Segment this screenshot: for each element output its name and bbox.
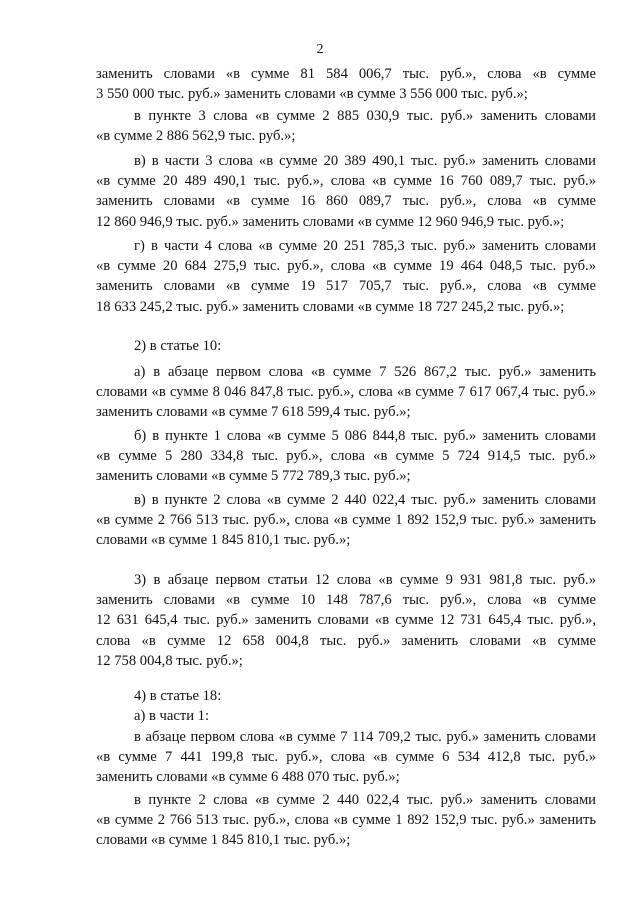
paragraph-8 xyxy=(96,490,596,551)
text-line: «в сумме 2 766 513 тыс. руб.», слова «в сумме 1 892 152,9 тыс. руб.» заменить xyxy=(96,812,596,829)
paragraph-7 xyxy=(96,426,596,487)
paragraph-11 xyxy=(96,706,596,726)
text-line: в) в части 3 слова «в сумме 20 389 490,1 тыс. руб.» заменить словами xyxy=(134,153,596,169)
text-line: «в сумме 2 886 562,9 тыс. руб.»; xyxy=(96,128,296,145)
paragraph-4 xyxy=(96,236,596,317)
text-line: «в сумме 20 489 490,1 тыс. руб.», слова «в сумме 16 760 089,7 тыс. руб.» xyxy=(96,173,596,190)
text-line: 2) в статье 10: xyxy=(134,338,222,354)
text-line: заменить словами «в сумме 5 772 789,3 тыс. руб.»; xyxy=(96,468,411,485)
text-line: г) в части 4 слова «в сумме 20 251 785,3 тыс. руб.» заменить словами xyxy=(134,238,596,254)
text-line: «в сумме 5 280 334,8 тыс. руб.», слова «в сумме 5 724 914,5 тыс. руб.» xyxy=(96,448,596,465)
paragraph-13 xyxy=(96,790,596,851)
text-line: слова «в сумме 12 658 004,8 тыс. руб.» заменить словами «в сумме xyxy=(96,632,596,649)
text-line: словами «в сумме 1 845 810,1 тыс. руб.»; xyxy=(96,832,351,849)
text-line: а) в абзаце первом слова «в сумме 7 526 867,2 тыс. руб.» заменить xyxy=(134,364,596,380)
text-line: «в сумме 7 441 199,8 тыс. руб.», слова «в сумме 6 534 412,8 тыс. руб.» xyxy=(96,749,596,766)
text-line: 3) в абзаце первом статьи 12 слова «в сумме 9 931 981,8 тыс. руб.» xyxy=(134,572,596,588)
text-line: в пункте 2 слова «в сумме 2 440 022,4 тыс. руб.» заменить словами xyxy=(134,792,596,808)
text-line: «в сумме 2 766 513 тыс. руб.», слова «в сумме 1 892 152,9 тыс. руб.» заменить xyxy=(96,512,596,529)
paragraph-6 xyxy=(96,362,596,423)
paragraph-1 xyxy=(96,64,596,104)
page-number: 2 xyxy=(316,42,324,57)
text-line: 3 550 000 тыс. руб.» заменить словами «в сумме 3 556 000 тыс. руб.»; xyxy=(96,86,528,103)
text-line: 12 631 645,4 тыс. руб.» заменить словами «в сумме 12 731 645,4 тыс. руб.», xyxy=(96,612,596,629)
text-line: заменить словами «в сумме 6 488 070 тыс. руб.»; xyxy=(96,769,400,786)
text-line: заменить словами «в сумме 19 517 705,7 тыс. руб.», слова «в сумме xyxy=(96,278,596,295)
text-line: 12 860 946,9 тыс. руб.» заменить словами «в сумме 12 960 946,9 тыс. руб.»; xyxy=(96,213,565,230)
paragraph-3 xyxy=(96,151,596,232)
text-line: заменить словами «в сумме 81 584 006,7 тыс. руб.», слова «в сумме xyxy=(96,66,596,82)
text-line: «в сумме 20 684 275,9 тыс. руб.», слова «в сумме 19 464 048,5 тыс. руб.» xyxy=(96,258,596,275)
paragraph-10 xyxy=(96,686,596,706)
text-line: 4) в статье 18: xyxy=(134,688,222,704)
text-line: словами «в сумме 1 845 810,1 тыс. руб.»; xyxy=(96,532,351,549)
paragraph-12 xyxy=(96,727,596,788)
text-line: заменить словами «в сумме 16 860 089,7 тыс. руб.», слова «в сумме xyxy=(96,193,596,210)
text-line: а) в части 1: xyxy=(134,708,210,724)
text-line: в пункте 3 слова «в сумме 2 885 030,9 тыс. руб.» заменить словами xyxy=(134,108,596,124)
text-line: заменить словами «в сумме 10 148 787,6 тыс. руб.», слова «в сумме xyxy=(96,592,596,609)
text-line: в) в пункте 2 слова «в сумме 2 440 022,4 тыс. руб.» заменить словами xyxy=(134,492,596,508)
paragraph-2 xyxy=(96,106,596,146)
text-line: заменить словами «в сумме 7 618 599,4 тыс. руб.»; xyxy=(96,404,411,421)
text-line: 18 633 245,2 тыс. руб.» заменить словами «в сумме 18 727 245,2 тыс. руб.»; xyxy=(96,298,565,315)
text-line: в абзаце первом слова «в сумме 7 114 709,2 тыс. руб.» заменить словами xyxy=(134,729,596,745)
text-line: словами «в сумме 8 046 847,8 тыс. руб.», слова «в сумме 7 617 067,4 тыс. руб.» xyxy=(96,384,596,401)
paragraph-5 xyxy=(96,336,596,356)
text-line: б) в пункте 1 слова «в сумме 5 086 844,8 тыс. руб.» заменить словами xyxy=(134,428,596,444)
paragraph-9 xyxy=(96,570,596,671)
text-line: 12 758 004,8 тыс. руб.»; xyxy=(96,652,243,669)
